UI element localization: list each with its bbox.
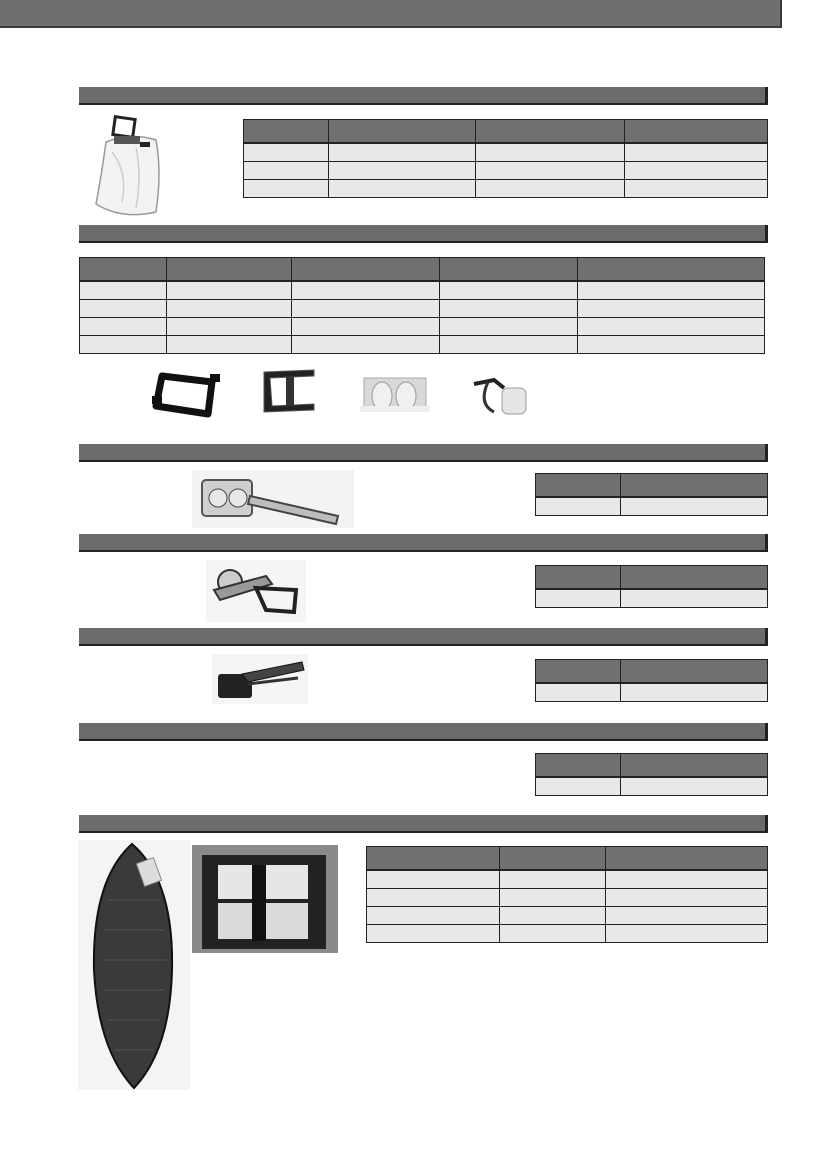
table-cell: [167, 336, 292, 354]
section-header-1: [79, 87, 768, 105]
table-cell: [500, 907, 606, 925]
tensioner-tool-photo: [192, 470, 354, 528]
section-header-2: [79, 225, 768, 243]
table-cell: [440, 300, 578, 318]
table-header: [292, 258, 440, 282]
table-cell: [476, 143, 625, 162]
table-cell: [536, 589, 621, 608]
table-cell: [536, 777, 621, 796]
table-cell: [536, 683, 621, 702]
table-cell: [80, 336, 167, 354]
table-cell: [606, 889, 768, 907]
table-header: [536, 566, 621, 590]
table-cell: [625, 143, 768, 162]
table-cell: [621, 777, 768, 796]
table-row: [536, 497, 768, 516]
bag-photo: [92, 112, 172, 220]
section-header-7: [79, 815, 768, 833]
table-cell: [329, 143, 476, 162]
table-row: [536, 777, 768, 796]
table-header: [625, 120, 768, 144]
table-cell: [440, 318, 578, 336]
buckle-open-icon: [258, 366, 322, 416]
ratchet-tool-photo: [206, 560, 306, 622]
table-cell: [292, 318, 440, 336]
table-cell: [476, 180, 625, 198]
table-cell: [500, 870, 606, 889]
table-cell: [292, 281, 440, 300]
table-row: [80, 281, 765, 300]
table-cell: [167, 300, 292, 318]
table-cell: [440, 281, 578, 300]
air-bag-photo: [78, 840, 190, 1090]
spec-table-1: [243, 119, 768, 198]
table-cell: [578, 318, 765, 336]
table-row: [80, 300, 765, 318]
section-header-4: [79, 534, 768, 552]
table-cell: [167, 318, 292, 336]
table-cell: [621, 589, 768, 608]
table-cell: [244, 143, 329, 162]
table-row: [80, 336, 765, 354]
table-row: [80, 318, 765, 336]
table-cell: [367, 925, 500, 943]
table-cell: [536, 497, 621, 516]
table-cell: [578, 336, 765, 354]
table-header: [440, 258, 578, 282]
table-cell: [625, 162, 768, 180]
table-cell: [625, 180, 768, 198]
table-header: [606, 847, 768, 871]
table-header: [80, 258, 167, 282]
table-row: [536, 589, 768, 608]
table-cell: [80, 318, 167, 336]
table-header: [536, 754, 621, 778]
table-cell: [606, 870, 768, 889]
container-photo: [192, 845, 338, 953]
table-cell: [329, 162, 476, 180]
table-row: [244, 143, 768, 162]
table-cell: [578, 281, 765, 300]
table-cell: [244, 162, 329, 180]
table-header: [367, 847, 500, 871]
table-header: [476, 120, 625, 144]
table-cell: [244, 180, 329, 198]
table-row: [536, 683, 768, 702]
table-header: [621, 660, 768, 684]
table-cell: [606, 925, 768, 943]
section-header-5: [79, 628, 768, 646]
table-header: [167, 258, 292, 282]
table-cell: [80, 300, 167, 318]
table-cell: [292, 300, 440, 318]
buckle-frame-icon: [150, 368, 226, 420]
table-cell: [621, 497, 768, 516]
table-cell: [500, 925, 606, 943]
table-cell: [578, 300, 765, 318]
table-cell: [80, 281, 167, 300]
table-row: [367, 925, 768, 943]
table-cell: [367, 889, 500, 907]
spec-table-2: [79, 257, 765, 354]
table-header: [621, 474, 768, 498]
spec-table-3: [535, 473, 768, 516]
table-cell: [167, 281, 292, 300]
sealer-tool-photo: [212, 654, 308, 704]
table-row: [367, 889, 768, 907]
table-header: [578, 258, 765, 282]
buckle-roller-icon: [360, 372, 430, 420]
table-cell: [606, 907, 768, 925]
top-banner: [0, 0, 782, 28]
table-header: [536, 474, 621, 498]
table-cell: [476, 162, 625, 180]
spec-table-5: [535, 659, 768, 702]
table-row: [244, 180, 768, 198]
table-cell: [367, 870, 500, 889]
hook-icon: [468, 374, 530, 418]
section-header-6: [79, 723, 768, 741]
table-row: [244, 162, 768, 180]
table-header: [621, 754, 768, 778]
spec-table-7: [366, 846, 768, 943]
table-row: [367, 907, 768, 925]
table-cell: [367, 907, 500, 925]
table-cell: [621, 683, 768, 702]
spec-table-4: [535, 565, 768, 608]
table-cell: [500, 889, 606, 907]
spec-table-6: [535, 753, 768, 796]
table-header: [536, 660, 621, 684]
table-header: [500, 847, 606, 871]
table-header: [621, 566, 768, 590]
table-header: [329, 120, 476, 144]
table-cell: [440, 336, 578, 354]
table-cell: [329, 180, 476, 198]
table-cell: [292, 336, 440, 354]
table-header: [244, 120, 329, 144]
section-header-3: [79, 444, 768, 462]
table-row: [367, 870, 768, 889]
